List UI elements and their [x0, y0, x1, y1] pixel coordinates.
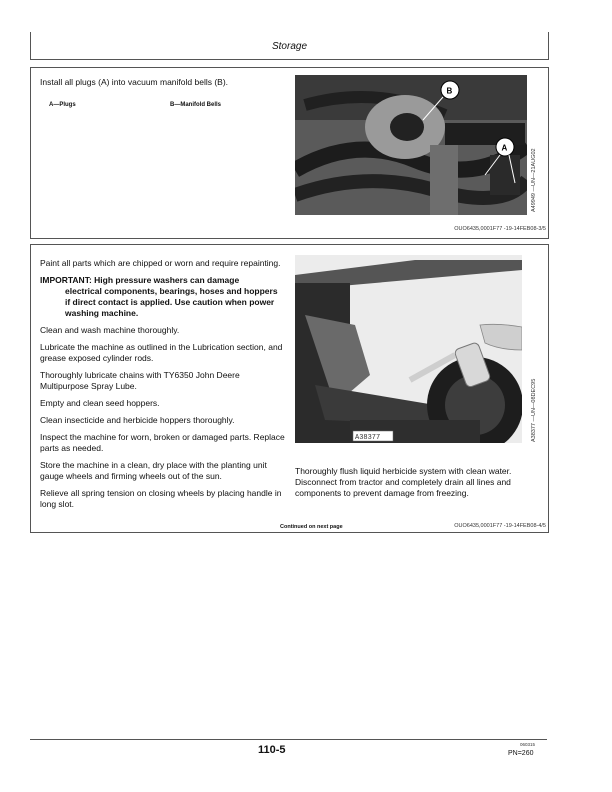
legend-a: A—Plugs: [49, 102, 76, 108]
legend-b: B—Manifold Bells: [170, 102, 222, 108]
paragraph-spring: Relieve all spring tension on closing wheels by placing handle in long slot.: [40, 488, 282, 509]
paragraph-paint: Paint all parts which are chipped or worn and require repainting.: [40, 258, 281, 268]
important-line1: IMPORTANT: High pressure washers can damage: [40, 275, 240, 285]
page-header: [30, 32, 549, 60]
paragraph-inspect: Inspect the machine for worn, broken or damaged parts. Replace parts as needed.: [40, 432, 285, 453]
important-notice: [40, 275, 285, 319]
callout-a: A: [501, 143, 508, 153]
callout-b: B: [446, 86, 453, 96]
inset-label: A38377: [355, 434, 381, 442]
important-rest: electrical components, bearings, hoses and hoppers if direct contact is applied. Use caution when power washing machine.: [65, 286, 278, 318]
paragraph-store: Store the machine in a clean, dry place with the planting unit gauge wheels and firming wheels out of the sun.: [40, 460, 267, 481]
paragraph-clean: Clean and wash machine thoroughly.: [40, 325, 180, 335]
header-title: Storage: [271, 41, 308, 52]
footer-small-code: 060315: [520, 742, 536, 747]
figure2-code: A38377 —UN—08DEC95: [531, 378, 537, 442]
paragraph-seed-hoppers: Empty and clean seed hoppers.: [40, 398, 160, 408]
paragraph-insecticide: Clean insecticide and herbicide hoppers thoroughly.: [40, 415, 235, 425]
footer-rule: [30, 739, 547, 740]
herbicide-text: Thoroughly flush liquid herbicide system with clean water. Disconnect from tractor and completely drain all lines and components to prevent damage from freezing.: [295, 466, 512, 498]
section2-left-column: [40, 258, 285, 516]
paragraph-lubricate: Lubricate the machine as outlined in the Lubrication section, and grease exposed cylinder rods.: [40, 342, 283, 363]
section1-ref: OUO6435,0001F77 -19-14FEB08-3/5: [454, 226, 546, 232]
spray-photo: [295, 255, 522, 443]
paragraph-chains: Thoroughly lubricate chains with TY6350 John Deere Multipurpose Spray Lube.: [40, 370, 240, 391]
manifold-photo: [295, 75, 527, 215]
section1-text: Install all plugs (A) into vacuum manifold bells (B).: [40, 77, 229, 87]
pn-number: PN=260: [508, 750, 534, 757]
continued-note: Continued on next page: [280, 524, 343, 530]
section2-ref: OUO6435,0001F77 -19-14FEB08-4/5: [454, 523, 546, 529]
page-number: 110-5: [258, 744, 286, 756]
figure1-code: A49949 —UN—21AUG02: [531, 148, 537, 212]
